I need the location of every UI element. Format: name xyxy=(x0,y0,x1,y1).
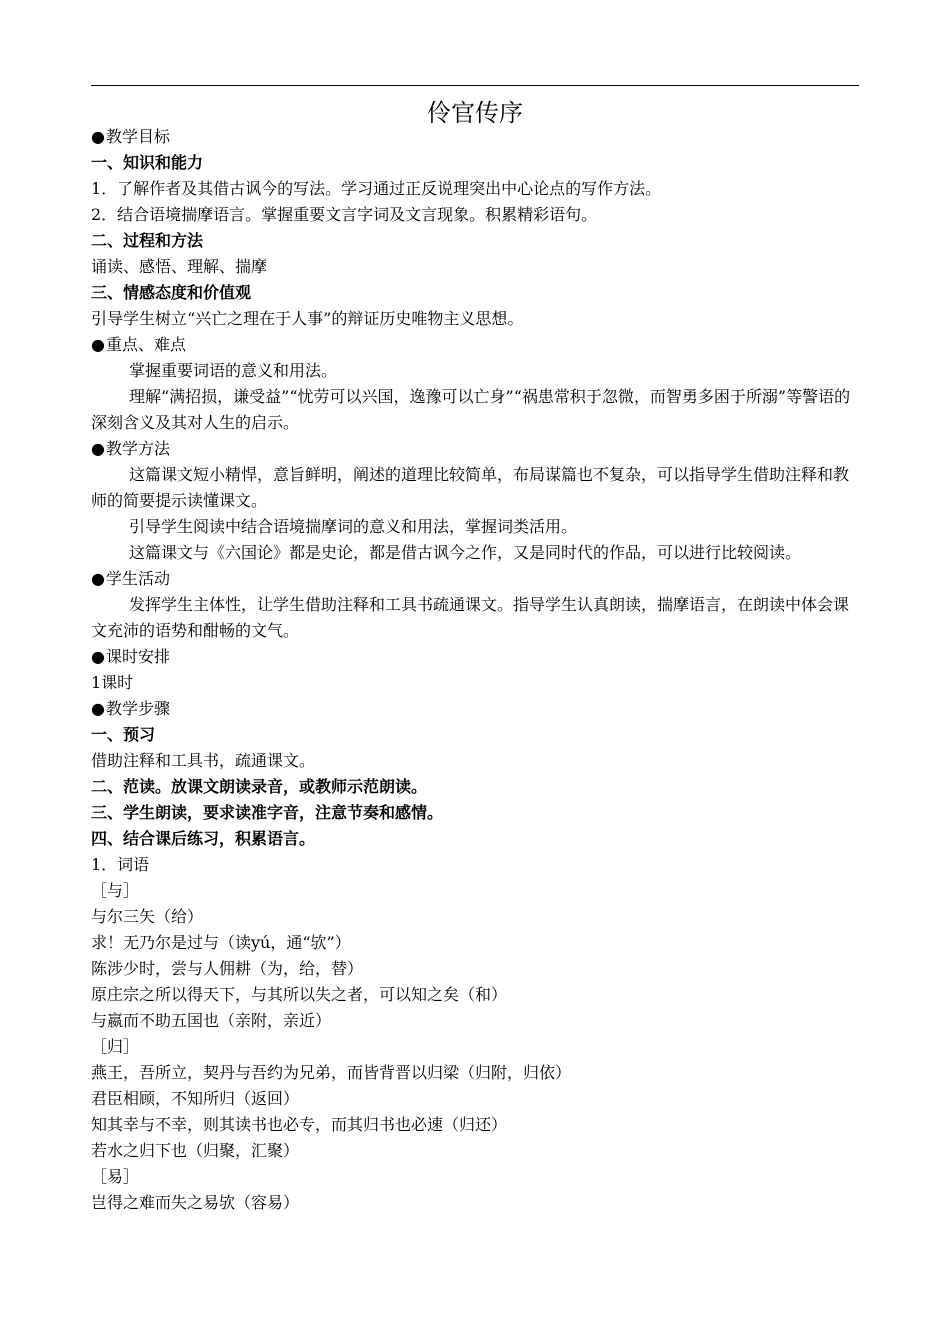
bullet-icon: ● xyxy=(91,439,105,458)
word-line: 若水之归下也（归聚，汇聚） xyxy=(91,1141,300,1160)
word-line: 燕王，吾所立，契丹与吾约为兄弟，而皆背晋以归梁（归附，归依） xyxy=(91,1063,572,1082)
section-heading-activity: ●学生活动 xyxy=(91,569,170,588)
goal-item-2: 2．结合语境揣摩语言。掌握重要文言字词及文言现象。积累精彩语句。 xyxy=(91,205,598,224)
word-line: 君臣相顾，不知所归（返回） xyxy=(91,1089,300,1108)
key-paragraph-1: 掌握重要词语的意义和用法。 xyxy=(129,361,338,380)
section-heading-key: ●重点、难点 xyxy=(91,335,186,354)
words-title: 1．词语 xyxy=(91,855,150,874)
word-line: 与尔三矢（给） xyxy=(91,907,204,926)
step-preview: 一、预习 xyxy=(91,725,156,744)
word-line: 与嬴而不助五国也（亲附，亲近） xyxy=(91,1011,332,1030)
activity-paragraph: 发挥学生主体性，让学生借助注释和工具书疏通课文。指导学生认真朗读，揣摩语言，在朗读中体会课文充沛的语势和酣畅的文气。 xyxy=(91,595,850,640)
values-text: 引导学生树立“兴亡之理在于人事”的辩证历史唯物主义思想。 xyxy=(91,309,524,328)
subheading-values: 三、情感态度和价值观 xyxy=(91,283,252,302)
section-heading-method: ●教学方法 xyxy=(91,439,170,458)
method-paragraph-2: 引导学生阅读中结合语境揣摩词的意义和用法，掌握词类活用。 xyxy=(129,517,578,536)
schedule-text: 1课时 xyxy=(91,673,134,692)
section-heading-goals: ●教学目标 xyxy=(91,127,170,146)
section-heading-schedule: ●课时安排 xyxy=(91,647,170,666)
bullet-icon: ● xyxy=(91,569,105,588)
word-line: 原庄宗之所以得天下，与其所以失之者，可以知之矣（和） xyxy=(91,985,508,1004)
step-student-reading: 三、学生朗读，要求读准字音，注意节奏和感情。 xyxy=(91,803,444,822)
word-line: 陈涉少时，尝与人佣耕（为，给，替） xyxy=(91,959,364,978)
subheading-knowledge: 一、知识和能力 xyxy=(91,153,204,172)
goal-item-1: 1．了解作者及其借古讽今的写法。学习通过正反说理突出中心论点的写作方法。 xyxy=(91,179,662,198)
bullet-icon: ● xyxy=(91,699,105,718)
method-paragraph-3: 这篇课文与《六国论》都是史论，都是借古讽今之作，又是同时代的作品，可以进行比较阅读。 xyxy=(129,543,802,562)
page-title: 伶官传序 xyxy=(427,99,523,127)
key-paragraph-2: 理解“满招损，谦受益”“忧劳可以兴国，逸豫可以亡身”“祸患常积于忽微，而智勇多困于所溺”等警语的深刻含义及其对人生的启示。 xyxy=(91,387,851,432)
method-paragraph-1: 这篇课文短小精悍，意旨鲜明，阐述的道理比较简单，布局谋篇也不复杂，可以指导学生借助注释和教师的简要提示读懂课文。 xyxy=(91,465,850,510)
section-heading-steps: ●教学步骤 xyxy=(91,699,170,718)
subheading-process: 二、过程和方法 xyxy=(91,231,204,250)
process-text: 诵读、感悟、理解、揣摩 xyxy=(91,257,268,276)
top-rule xyxy=(91,85,859,86)
step-exercises: 四、结合课后练习，积累语言。 xyxy=(91,829,316,848)
word-line: ［归］ xyxy=(91,1037,140,1056)
bullet-icon: ● xyxy=(91,335,105,354)
word-line: 岂得之难而失之易欤（容易） xyxy=(91,1193,300,1212)
word-line: ［与］ xyxy=(91,881,140,900)
word-line: 知其幸与不幸，则其读书也必专，而其归书也必速（归还） xyxy=(91,1115,508,1134)
word-line: ［易］ xyxy=(91,1167,140,1186)
document-body xyxy=(91,124,861,1216)
bullet-icon: ● xyxy=(91,127,105,146)
step-preview-text: 借助注释和工具书，疏通课文。 xyxy=(91,751,316,770)
step-model-reading: 二、范读。放课文朗读录音，或教师示范朗读。 xyxy=(91,777,428,796)
word-line: 求！无乃尔是过与（读yú，通“欤”） xyxy=(91,933,351,952)
bullet-icon: ● xyxy=(91,647,105,666)
